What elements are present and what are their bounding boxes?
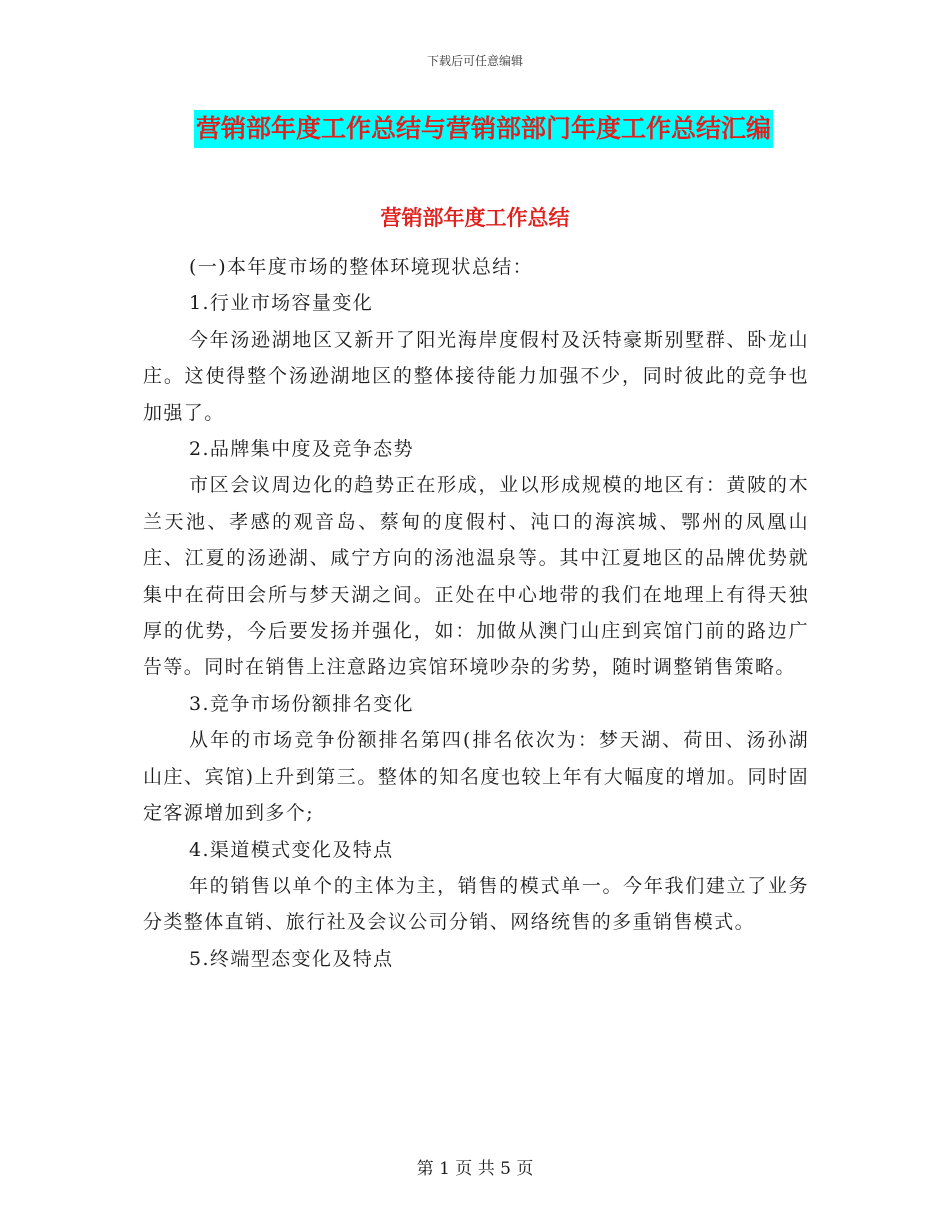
- paragraph-0: (一)本年度市场的整体环境现状总结：: [189, 256, 534, 278]
- page-header-note: 下载后可任意编辑: [426, 54, 523, 68]
- page-number-footer: 第 1 页 共 5 页: [416, 1159, 534, 1179]
- paragraph-8: 年的销售以单个的主体为主，销售的模式单一。今年我们建立了业务分类整体直销、旅行社及会议公司分销、网络统售的多重销售模式。: [143, 874, 809, 934]
- document-main-title: 营销部年度工作总结与营销部部门年度工作总结汇编: [194, 110, 773, 148]
- document-body: [143, 249, 809, 977]
- section-title: 营销部年度工作总结: [380, 205, 570, 230]
- paragraph-2: 今年汤逊湖地区又新开了阳光海岸度假村及沃特豪斯别墅群、卧龙山庄。这使得整个汤逊湖地区的整体接待能力加强不少，同时彼此的竞争也加强了。: [143, 328, 809, 424]
- paragraph-3: 2.品牌集中度及竞争态势: [189, 438, 414, 461]
- paragraph-4: 市区会议周边化的趋势正在形成，业以形成规模的地区有：黄陂的木兰天池、孝感的观音岛、蔡甸的度假村、沌口的海滨城、鄂州的凤凰山庄、江夏的汤逊湖、咸宁方向的汤池温泉等。其中江夏地区的品牌优势就集中在荷田会所与梦天湖之间。正处在中心地带的我们在地理上有得天独厚的优势，今后要发扬并强化，如：加做从澳门山庄到宾馆门前的路边广告等。同时在销售上注意路边宾馆环境吵杂的劣势，随时调整销售策略。: [143, 474, 809, 679]
- paragraph-1: 1.行业市场容量变化: [189, 292, 374, 315]
- paragraph-6: 从年的市场竞争份额排名第四(排名依次为：梦天湖、荷田、汤孙湖山庄、宾馆)上升到第三。整体的知名度也较上年有大幅度的增加。同时固定客源增加到多个;: [143, 729, 809, 825]
- paragraph-9: 5.终端型态变化及特点: [189, 947, 394, 970]
- paragraph-7: 4.渠道模式变化及特点: [189, 838, 394, 861]
- paragraph-5: 3.竞争市场份额排名变化: [189, 692, 414, 715]
